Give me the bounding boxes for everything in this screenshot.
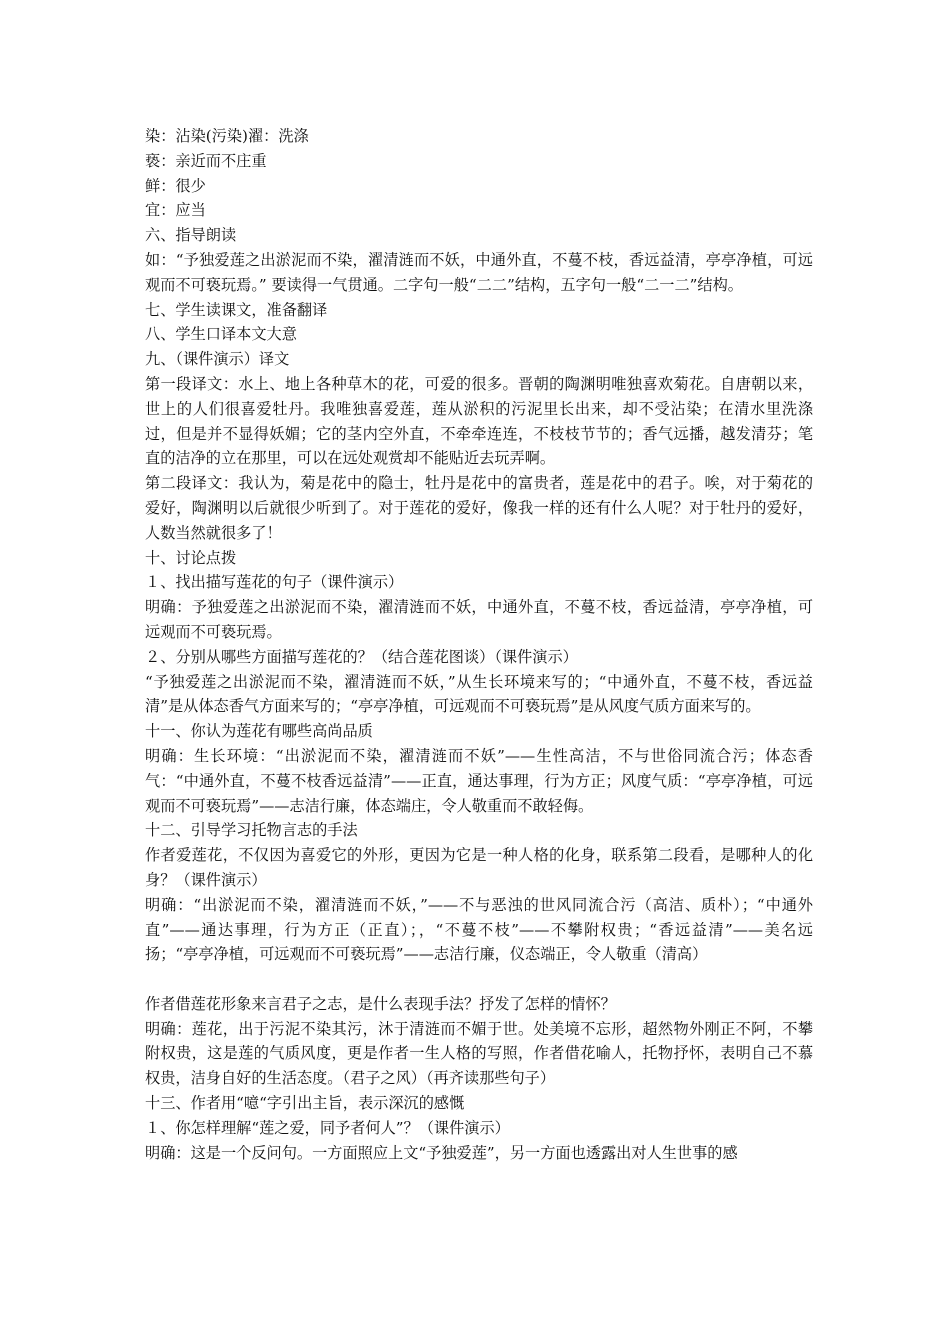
vocab-line-xie: 亵：亲近而不庄重 [145, 151, 267, 170]
answer-1: 明确：予独爱莲之出淤泥而不染，濯清涟而不妖，中通外直，不蔓不枝，香远益清，亭亭净植，可远观而不可亵玩焉。 [145, 598, 813, 641]
vocab-line-xian: 鲜：很少 [145, 176, 206, 195]
answer-technique: 明确：莲花，出于污泥不染其污，沐于清涟而不媚于世。处美境不忘形，超然物外刚正不阿，不攀附权贵，这是莲的气质风度，更是作者一生人格的写照，作者借花喻人，托物抒怀，表明自己不慕权贵，洁身自好的生活态度。（君子之风）（再齐读那些句子） [145, 1019, 813, 1088]
question-2: ２、分别从哪些方面描写莲花的？（结合莲花图谈）（课件演示） [145, 647, 578, 666]
section-heading-7: 七、学生读课文，准备翻译 [145, 300, 328, 319]
answer-qualities: 明确：生长环境：“出淤泥而不染，濯清涟而不妖”——生性高洁，不与世俗同流合污；体态香气：“中通外直，不蔓不枝香远益清”——正直，通达事理，行为方正；风度气质：“亭亭净植，可远观而不可亵玩焉”——志洁行廉，体态端庄，令人敬重而不敢轻侮。 [145, 746, 813, 815]
section-heading-11: 十一、你认为莲花有哪些高尚品质 [145, 722, 373, 741]
translation-paragraph-2: 第二段译文：我认为，菊是花中的隐士，牡丹是花中的富贵者，莲是花中的君子。唉，对于菊花的爱好，陶渊明以后就很少听到了。对于莲花的爱好，像我一样的还有什么人呢？对于牡丹的爱好，人数当然就很多了！ [145, 474, 813, 542]
reading-guidance: 如：“予独爱莲之出淤泥而不染，濯清涟而不妖，中通外直，不蔓不枝，香远益清，亭亭净植，可远观而不可亵玩焉。” 要读得一气贯通。二字句一般“二二”结构，五字句一般“二一二”结构。 [145, 250, 813, 294]
section-heading-9: 九、（课件演示）译文 [145, 350, 290, 369]
question-1: １、找出描写莲花的句子（课件演示） [145, 573, 404, 592]
answer-2: “予独爱莲之出淤泥而不染，濯清涟而不妖，”从生长环境来写的；“中通外直，不蔓不枝，香远益清”是从体态香气方面来写的；“亭亭净植，可远观而不可亵玩焉”是从风度气质方面来写的。 [145, 672, 813, 716]
translation-paragraph-1: 第一段译文：水上、地上各种草木的花，可爱的很多。晋朝的陶渊明唯独喜欢菊花。自唐朝以来，世上的人们很喜爱牡丹。我唯独喜爱莲，莲从淤积的污泥里长出来，却不受沾染；在清水里洗涤过，但是并不显得妖媚；它的茎内空外直，不牵牵连连，不枝枝节节的；香气远播，越发清芬；笔直的洁净的立在那里，可以在远处观赏却不能贴近去玩弄啊。 [145, 374, 813, 468]
section-heading-10: 十、讨论点拨 [145, 548, 237, 567]
vocab-line-yi: 宜：应当 [145, 201, 206, 220]
section-heading-13: 十三、作者用“噫“字引出主旨，表示深沉的感慨 [145, 1094, 465, 1113]
question-technique: 作者借莲花形象来言君子之志，是什么表现手法？抒发了怎样的情怀？ [145, 994, 616, 1013]
vocab-line-ran: 染：沾染(污染)濯：洗涤 [145, 127, 309, 145]
blank-line [145, 967, 813, 992]
section-heading-6: 六、指导朗读 [145, 226, 237, 245]
document-body [145, 124, 813, 1165]
question-rhetorical: １、你怎样理解“莲之爱，同予者何人”？（课件演示） [145, 1118, 510, 1137]
answer-personification: 明确：“出淤泥而不染，濯清涟而不妖，”——不与恶浊的世风同流合污（高洁、质朴）；“中通外直”——通达事理，行为方正（正直）；，“不蔓不枝”——不攀附权贵；“香远益清”——美名远扬；“亭亭净植，可远观而不可亵玩焉”——志洁行廉，仪态端正，令人敬重（清高） [145, 895, 813, 964]
section-heading-8: 八、学生口译本文大意 [145, 325, 297, 344]
section-heading-12: 十二、引导学习托物言志的手法 [145, 821, 358, 840]
question-personification: 作者爱莲花，不仅因为喜爱它的外形，更因为它是一种人格的化身，联系第二段看，是哪种人的化身？（课件演示） [145, 846, 813, 889]
answer-rhetorical: 明确：这是一个反问句。一方面照应上文“予独爱莲”，另一方面也透露出对人生世事的感 [145, 1143, 738, 1162]
